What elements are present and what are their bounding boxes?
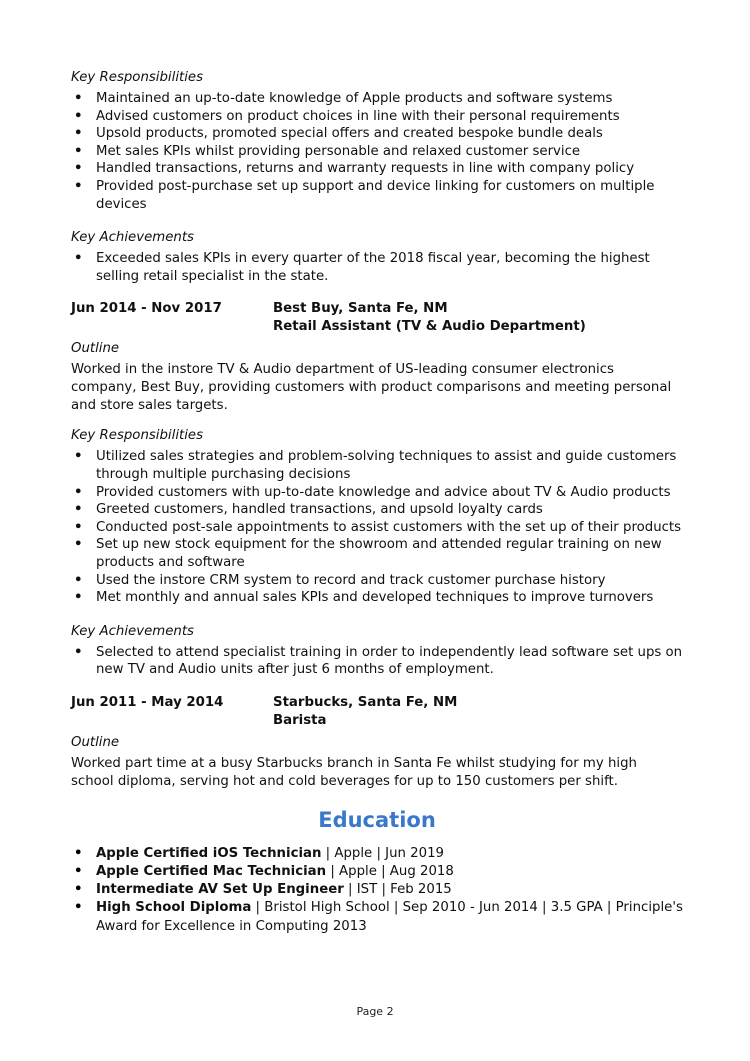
job-section-best-buy xyxy=(71,300,683,679)
list-item: • Maintained an up-to-date knowledge of Apple products and software systems xyxy=(71,90,683,108)
list-item: • Conducted post-sale appointments to assist customers with the set up of their products xyxy=(71,519,683,537)
achievements-list xyxy=(71,644,683,679)
education-item xyxy=(71,899,683,935)
outline-heading: Outline xyxy=(71,341,120,357)
list-item: • Provided customers with up-to-date knowledge and advice about TV & Audio products xyxy=(71,484,683,502)
list-item: • Used the instore CRM system to record and track customer purchase history xyxy=(71,572,683,590)
job-role: Retail Assistant (TV & Audio Department) xyxy=(273,319,586,335)
education-heading: Education xyxy=(318,807,436,832)
list-item: • Met monthly and annual sales KPIs and developed techniques to improve turnovers xyxy=(71,589,683,607)
education-item xyxy=(71,863,683,881)
list-item: • Utilized sales strategies and problem-solving techniques to assist and guide customers through multiple purchasing decisions xyxy=(71,448,683,483)
responsibilities-list xyxy=(71,448,683,606)
education-list xyxy=(71,845,683,936)
job-dates: Jun 2014 - Nov 2017 xyxy=(71,301,222,317)
education-details: | IST | Feb 2015 xyxy=(343,882,452,898)
resume-content xyxy=(71,68,683,936)
list-item: • Advised customers on product choices in line with their personal requirements xyxy=(71,108,683,126)
key-achievements-heading: Key Achievements xyxy=(71,623,194,639)
key-responsibilities-heading: Key Responsibilities xyxy=(71,70,204,85)
job-section-apple xyxy=(71,68,683,285)
education-details: | Bristol High School | Sep 2010 - Jun 2014 | 3.5 GPA | Principle's Award for Excellence in Computing 2013 xyxy=(96,900,683,934)
education-title: Intermediate AV Set Up Engineer xyxy=(96,882,344,898)
job-dates: Jun 2011 - May 2014 xyxy=(71,694,224,710)
education-item xyxy=(71,881,683,899)
list-item: • Selected to attend specialist training in order to independently lead software set ups on new TV and Audio units after just 6 months of employment. xyxy=(71,644,683,679)
list-item: • Met sales KPIs whilst providing personable and relaxed customer service xyxy=(71,143,683,161)
key-achievements-heading: Key Achievements xyxy=(71,230,194,246)
job-header xyxy=(71,694,683,730)
job-employer-block xyxy=(273,694,457,730)
responsibilities-list xyxy=(71,90,683,213)
list-item: • Handled transactions, returns and warranty requests in line with company policy xyxy=(71,160,683,178)
outline-text: Worked part time at a busy Starbucks branch in Santa Fe whilst studying for my high school diploma, serving hot and cold beverages for up to 150 customers per shift. xyxy=(71,755,637,789)
achievements-list xyxy=(71,250,683,285)
education-item xyxy=(71,845,683,863)
key-responsibilities-heading: Key Responsibilities xyxy=(71,428,204,444)
job-employer: Best Buy, Santa Fe, NM xyxy=(273,301,448,317)
job-role: Barista xyxy=(273,712,327,728)
job-header xyxy=(71,300,683,336)
education-details: | Apple | Jun 2019 xyxy=(321,845,445,861)
job-section-starbucks xyxy=(71,694,683,791)
job-employer: Starbucks, Santa Fe, NM xyxy=(273,694,458,710)
list-item: • Greeted customers, handled transactions, and upsold loyalty cards xyxy=(71,501,683,519)
list-item: • Exceeded sales KPIs in every quarter of the 2018 fiscal year, becoming the highest selling retail specialist in the state. xyxy=(71,250,683,285)
list-item: • Set up new stock equipment for the showroom and attended regular training on new products and software xyxy=(71,536,683,571)
education-title: Apple Certified iOS Technician xyxy=(96,845,322,861)
outline-text: Worked in the instore TV & Audio department of US-leading consumer electronics company, Best Buy, providing customers with product comparisons and meeting personal and store sales targets. xyxy=(71,362,672,414)
page-number: Page 2 xyxy=(356,1005,394,1018)
job-employer-block xyxy=(273,300,586,336)
education-section xyxy=(71,805,683,936)
list-item: • Provided post-purchase set up support and device linking for customers on multiple devices xyxy=(71,178,683,213)
list-item: • Upsold products, promoted special offers and created bespoke bundle deals xyxy=(71,125,683,143)
education-title: Apple Certified Mac Technician xyxy=(96,864,327,880)
education-details: | Apple | Aug 2018 xyxy=(326,864,454,880)
outline-heading: Outline xyxy=(71,734,120,750)
education-title: High School Diploma xyxy=(96,900,252,916)
